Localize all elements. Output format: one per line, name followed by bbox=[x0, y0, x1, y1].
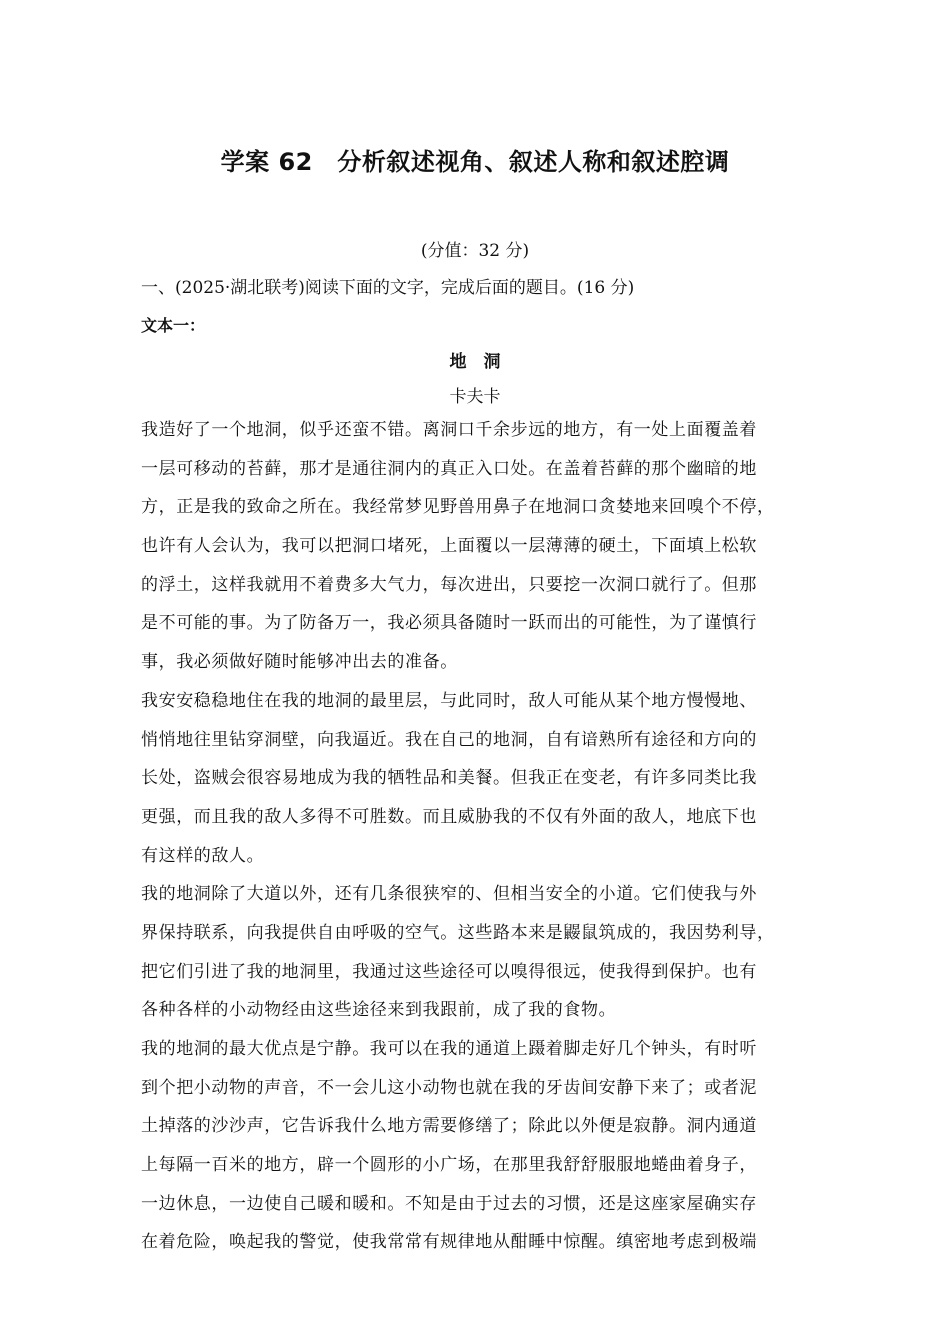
text-line: 一层可移动的苔藓，那才是通往洞内的真正入口处。在盖着苔藓的那个幽暗的地 bbox=[141, 458, 757, 479]
text-line: 悄悄地往里钻穿洞壁，向我逼近。我在自己的地洞，自有谙熟所有途径和方向的 bbox=[141, 729, 757, 750]
story-author: 卡夫卡 bbox=[449, 387, 501, 407]
text-line: 各种各样的小动物经由这些途径来到我跟前，成了我的食物。 bbox=[141, 1000, 617, 1021]
text-line: 更强，而且我的敌人多得不可胜数。而且威胁我的不仅有外面的敌人，地底下也 bbox=[141, 806, 757, 827]
question-intro: 一、(2025·湖北联考)阅读下面的文字，完成后面的题目。(16 分) bbox=[141, 278, 635, 298]
text-line: 一边休息，一边使自己暖和暖和。不知是由于过去的习惯，还是这座家屋确实存 bbox=[141, 1193, 757, 1214]
text-line: 土掉落的沙沙声，它告诉我什么地方需要修缮了；除此以外便是寂静。洞内通道 bbox=[141, 1116, 757, 1137]
text-line: 长处，盗贼会很容易地成为我的牺牲品和美餐。但我正在变老，有许多同类比我 bbox=[141, 768, 757, 789]
text-line: 我造好了一个地洞，似乎还蛮不错。离洞口千余步远的地方，有一处上面覆盖着 bbox=[141, 420, 757, 440]
text-line: 有这样的敌人。 bbox=[141, 845, 265, 866]
text-line: 把它们引进了我的地洞里，我通过这些途径可以嗅得很远，使我得到保护。也有 bbox=[141, 961, 757, 982]
text-line: 我的地洞除了大道以外，还有几条很狭窄的、但相当安全的小道。它们使我与外 bbox=[141, 884, 757, 905]
text-line: 在着危险，唤起我的警觉，使我常常有规律地从酣睡中惊醒。缜密地考虑到极端 bbox=[141, 1232, 757, 1253]
text-line: 的浮土，这样我就用不着费多大气力，每次进出，只要挖一次洞口就行了。但那 bbox=[141, 574, 757, 595]
story-title: 地 洞 bbox=[449, 352, 501, 372]
score-note: (分值：32 分) bbox=[420, 241, 530, 261]
text-line: 到个把小动物的声音，不一会儿这小动物也就在我的牙齿间安静下来了；或者泥 bbox=[141, 1077, 757, 1098]
page-title: 学案 62 分析叙述视角、叙述人称和叙述腔调 bbox=[220, 148, 730, 176]
text-label: 文本一： bbox=[141, 316, 206, 335]
text-line: 上每隔一百米的地方，辟一个圆形的小广场，在那里我舒舒服服地蜷曲着身子， bbox=[141, 1155, 757, 1176]
text-line: 我安安稳稳地住在我的地洞的最里层，与此同时，敌人可能从某个地方慢慢地、 bbox=[141, 690, 757, 711]
text-line: 事，我必须做好随时能够冲出去的准备。 bbox=[141, 652, 458, 673]
text-line: 也许有人会认为，我可以把洞口堵死，上面覆以一层薄薄的硬土，下面填上松软 bbox=[141, 536, 757, 557]
story-body bbox=[141, 414, 821, 1265]
text-line: 我的地洞的最大优点是宁静。我可以在我的通道上蹑着脚走好几个钟头，有时听 bbox=[141, 1039, 757, 1059]
text-line: 界保持联系，向我提供自由呼吸的空气。这些路本来是鼹鼠筑成的，我因势利导， bbox=[141, 922, 775, 943]
text-line: 是不可能的事。为了防备万一，我必须具备随时一跃而出的可能性，为了谨慎行 bbox=[141, 613, 757, 634]
text-line: 方，正是我的致命之所在。我经常梦见野兽用鼻子在地洞口贪婪地来回嗅个不停， bbox=[141, 497, 775, 518]
